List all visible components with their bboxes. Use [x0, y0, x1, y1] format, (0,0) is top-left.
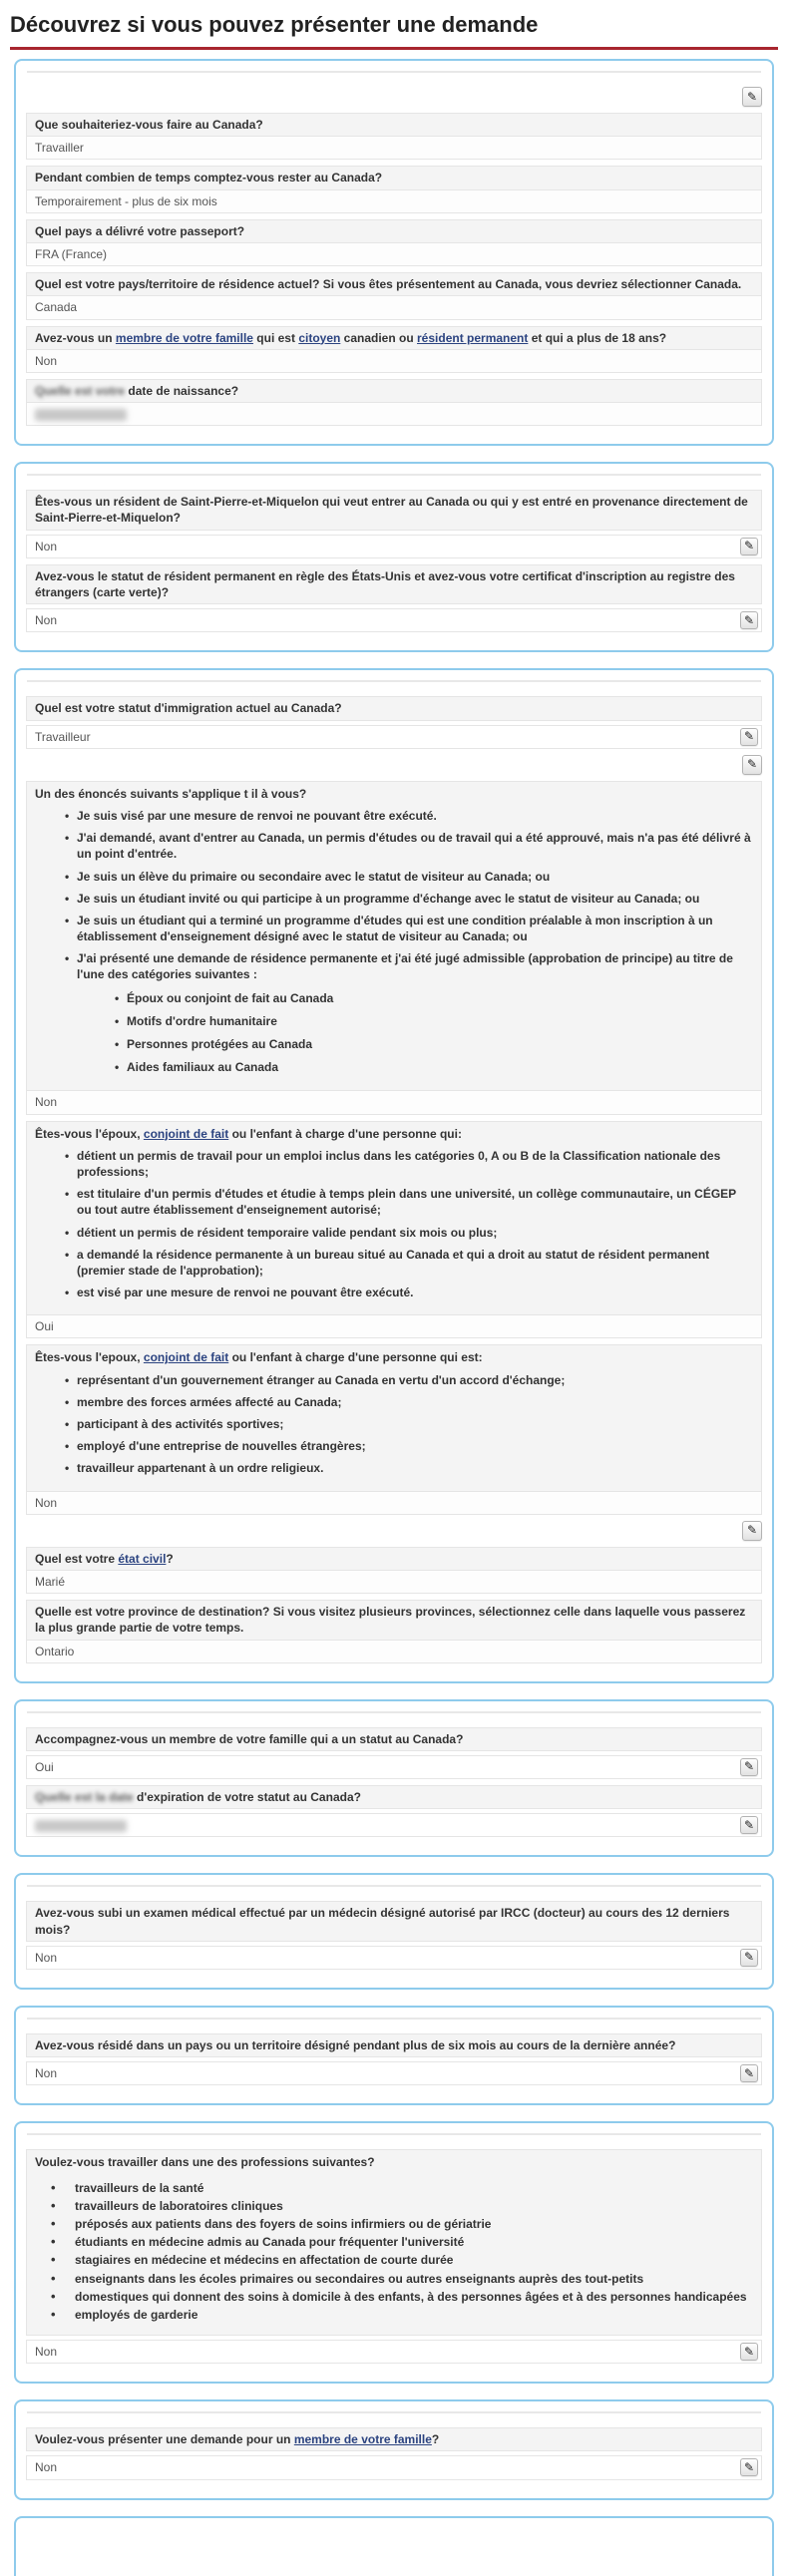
family-member-apply-link[interactable]: membre de votre famille	[293, 2432, 432, 2447]
qa-pair	[26, 326, 762, 373]
question-bullet: • Je suis un étudiant qui a terminé un programme d'études qui est une condition préalable à mon inscription à un établissement d'enseignement désigné avec le statut de visiteur au Canada; ou	[65, 913, 753, 944]
pencil-icon: ✎	[743, 612, 755, 627]
question-bullet: • stagiaires en médecine et médecins en affectation de courte durée	[51, 2252, 753, 2268]
qa-pair	[26, 1600, 762, 1663]
answer-value: Non	[35, 2460, 58, 2475]
question-bullet-list	[35, 2180, 753, 2324]
qa-pair	[26, 1344, 762, 1514]
answer-value: Non	[35, 613, 58, 628]
qa-pair	[26, 781, 762, 1115]
answer-row	[26, 1755, 762, 1779]
question-bullet: • Je suis un élève du primaire ou secondaire avec le statut de visiteur au Canada; ou	[65, 869, 753, 885]
edit-answer-button[interactable]	[740, 538, 758, 555]
answer-value: Non	[35, 539, 58, 553]
answer-value: Travailler	[26, 137, 762, 160]
page-title: Découvrez si vous pouvez présenter une demande	[10, 8, 778, 50]
question-fragment: Êtes-vous l'epoux,	[35, 1350, 144, 1365]
section-designated-country	[14, 2006, 774, 2105]
question-bullet-list	[35, 1372, 753, 1477]
answer-value: Temporairement - plus de six mois	[26, 190, 762, 213]
answer-value	[26, 403, 762, 426]
question-text	[26, 1785, 762, 1809]
qa-pair	[26, 564, 762, 633]
question-fragment: d'expiration de votre statut au Canada?	[133, 1790, 361, 1805]
answer-value: Oui	[26, 1315, 762, 1338]
question-bullet: • est visé par une mesure de renvoi ne pouvant être exécuté.	[65, 1285, 753, 1300]
question-fragment: Quel est votre	[35, 1551, 119, 1566]
common-law-partner-link[interactable]: conjoint de fait	[143, 1126, 229, 1141]
question-fragment: et qui a plus de 18 ans?	[528, 330, 667, 345]
question-text	[26, 1547, 762, 1571]
question-text	[26, 1121, 762, 1316]
question-text	[26, 2427, 762, 2451]
marital-status-link[interactable]: état civil	[118, 1551, 167, 1566]
edit-answer-button[interactable]	[740, 2343, 758, 2361]
qa-pair	[26, 1901, 762, 1970]
question-text: Que souhaiteriez-vous faire au Canada?	[26, 113, 762, 137]
section-divider	[27, 1711, 761, 1713]
pencil-icon: ✎	[743, 1950, 755, 1965]
answer-row	[26, 725, 762, 749]
question-fragment: Êtes-vous l'époux,	[35, 1126, 144, 1141]
answer-value: Travailleur	[35, 729, 91, 744]
edit-answer-button[interactable]	[740, 728, 758, 746]
family-member-link[interactable]: membre de votre famille	[115, 330, 253, 345]
answer-row	[26, 1946, 762, 1970]
question-bullet: • a demandé la résidence permanente à un bureau situé au Canada et qui a droit au statut de résident permanent (premier stade de l'approbation);	[65, 1247, 753, 1279]
question-sub-bullet: • Aides familiaux au Canada	[115, 1059, 753, 1075]
question-text: Avez-vous subi un examen médical effectué par un médecin désigné autorisé par IRCC (docteur) au cours des 12 derniers mois?	[26, 1901, 762, 1941]
question-fragment: ?	[431, 2432, 440, 2447]
section-professions	[14, 2121, 774, 2384]
question-bullet: • membre des forces armées affecté au Canada;	[65, 1394, 753, 1410]
section-divider	[27, 1885, 761, 1887]
qa-pair	[26, 166, 762, 212]
question-bullet: • détient un permis de résident temporaire valide pendant six mois ou plus;	[65, 1225, 753, 1241]
question-bullet: • représentant d'un gouvernement étranger au Canada en vertu d'un accord d'échange;	[65, 1372, 753, 1388]
answer-value: FRA (France)	[26, 243, 762, 266]
blurred-question-fragment: Quelle est la date	[35, 1790, 134, 1805]
question-text: Avez-vous résidé dans un pays ou un territoire désigné pendant plus de six mois au cours de la dernière année?	[26, 2033, 762, 2057]
answer-row	[26, 2455, 762, 2479]
answer-value: Non	[26, 1091, 762, 1114]
question-text: Pendant combien de temps comptez-vous rester au Canada?	[26, 166, 762, 189]
question-fragment: Avez-vous un	[35, 330, 116, 345]
section-divider	[27, 71, 761, 73]
pencil-icon: ✎	[743, 2344, 755, 2359]
edit-answers-button[interactable]	[742, 755, 762, 775]
edit-row	[26, 755, 762, 775]
edit-answer-button[interactable]	[740, 1816, 758, 1834]
qa-pair	[26, 1121, 762, 1339]
question-lead	[35, 1349, 753, 1365]
pencil-icon: ✎	[743, 2459, 755, 2474]
question-bullet: • employés de garderie	[51, 2307, 753, 2323]
question-text: Avez-vous le statut de résident permanent en règle des États-Unis et avez-vous votre certificat d'inscription au registre des étrangers (carte verte)?	[26, 564, 762, 604]
answer-row	[26, 2061, 762, 2085]
question-text: Quel est votre pays/territoire de résidence actuel? Si vous êtes présentement au Canada, vous devriez sélectionner Canada.	[26, 272, 762, 296]
question-text	[26, 2149, 762, 2336]
question-sub-bullet: • Motifs d'ordre humanitaire	[115, 1013, 753, 1029]
answer-value: Non	[35, 2345, 58, 2360]
question-fragment: ?	[166, 1551, 174, 1566]
redacted-answer	[35, 1820, 127, 1832]
question-fragment: Voulez-vous présenter une demande pour un	[35, 2432, 294, 2447]
question-bullet: • travailleurs de laboratoires cliniques	[51, 2198, 753, 2214]
section-divider	[27, 2133, 761, 2135]
question-lead: Un des énoncés suivants s'applique t il à vous?	[35, 786, 307, 801]
section-family-application	[14, 2399, 774, 2499]
edit-row	[26, 87, 762, 107]
qa-pair	[26, 2427, 762, 2479]
section-next-partial	[14, 2516, 774, 2576]
section-travel-details	[14, 59, 774, 446]
questionnaire-results	[0, 50, 788, 2576]
answer-row	[26, 608, 762, 632]
edit-answer-button[interactable]	[740, 1949, 758, 1967]
question-bullet: • préposés aux patients dans des foyers de soins infirmiers ou de gériatrie	[51, 2216, 753, 2232]
qa-pair	[26, 113, 762, 160]
answer-value: Marié	[26, 1571, 762, 1594]
question-bullet-text: J'ai présenté une demande de résidence permanente et j'ai été jugé admissible (approbation de principe) au titre de l'une des catégories suivantes :	[77, 951, 733, 982]
question-fragment: ou l'enfant à charge d'une personne qui:	[228, 1126, 462, 1141]
question-fragment: ou l'enfant à charge d'une personne qui est:	[228, 1350, 483, 1365]
edit-answers-button[interactable]	[742, 1521, 762, 1541]
question-bullet: • est titulaire d'un permis d'études et étudie à temps plein dans une université, un collège communautaire, un CÉGEP ou tout autre établissement d'enseignement autorisé;	[65, 1186, 753, 1218]
edit-answers-button[interactable]	[742, 87, 762, 107]
question-fragment: qui est	[252, 330, 299, 345]
question-bullet: • détient un permis de travail pour un emploi inclus dans les catégories 0, A ou B de la Classification nationale des professions;	[65, 1148, 753, 1180]
answer-value: Non	[35, 2066, 58, 2081]
question-text	[26, 326, 762, 350]
answer-value: Ontario	[26, 1641, 762, 1663]
qa-pair	[26, 1785, 762, 1837]
section-immigration-status	[14, 668, 774, 1682]
question-bullet: • étudiants en médecine admis au Canada pour fréquenter l'université	[51, 2234, 753, 2250]
question-fragment: canadien ou	[340, 330, 418, 345]
question-bullet: • Je suis un étudiant invité ou qui participe à un programme d'échange avec le statut de visiteur au Canada; ou	[65, 891, 753, 907]
question-sub-bullet-list	[77, 990, 753, 1076]
question-bullet: • travailleurs de la santé	[51, 2180, 753, 2196]
section-divider	[27, 2411, 761, 2413]
answer-value: Oui	[35, 1759, 54, 1774]
question-bullet: • J'ai demandé, avant d'entrer au Canada, un permis d'études ou de travail qui a été approuvé, mais n'a pas été délivré à un point d'entrée.	[65, 830, 753, 862]
question-bullet: • employé d'une entreprise de nouvelles étrangères;	[65, 1438, 753, 1454]
permanent-resident-link[interactable]: résident permanent	[417, 330, 529, 345]
section-divider	[27, 2018, 761, 2020]
question-text	[26, 379, 762, 403]
section-residence-status	[14, 462, 774, 652]
question-bullet-list	[35, 808, 753, 1075]
section-family-status	[14, 1699, 774, 1858]
question-bullet: • domestiques qui donnent des soins à domicile à des enfants, à des personnes âgées et à des personnes handicapées	[51, 2289, 753, 2305]
question-lead: Voulez-vous travailler dans une des professions suivantes?	[35, 2155, 375, 2170]
common-law-partner-link[interactable]: conjoint de fait	[143, 1350, 229, 1365]
question-text: Accompagnez-vous un membre de votre famille qui a un statut au Canada?	[26, 1727, 762, 1751]
question-text	[26, 781, 762, 1092]
qa-pair	[26, 379, 762, 426]
pencil-icon: ✎	[743, 539, 755, 553]
pencil-icon: ✎	[746, 1523, 758, 1538]
qa-pair	[26, 1727, 762, 1779]
question-text	[26, 1344, 762, 1491]
pencil-icon: ✎	[746, 757, 758, 772]
redacted-answer	[35, 409, 127, 421]
question-fragment: date de naissance?	[125, 383, 239, 398]
qa-pair	[26, 272, 762, 319]
question-lead	[35, 1126, 753, 1142]
answer-value: Canada	[26, 296, 762, 319]
answer-value: Non	[26, 1492, 762, 1515]
edit-answer-button[interactable]	[740, 2458, 758, 2476]
edit-answer-button[interactable]	[740, 2064, 758, 2082]
section-divider	[27, 680, 761, 682]
question-text: Quel pays a délivré votre passeport?	[26, 219, 762, 243]
citizen-link[interactable]: citoyen	[298, 330, 341, 345]
qa-pair	[26, 490, 762, 558]
question-bullet: • travailleur appartenant à un ordre religieux.	[65, 1460, 753, 1476]
question-sub-bullet: • Époux ou conjoint de fait au Canada	[115, 990, 753, 1006]
question-text: Quel est votre statut d'immigration actuel au Canada?	[26, 696, 762, 720]
pencil-icon: ✎	[743, 2065, 755, 2080]
question-bullet	[65, 950, 753, 1075]
pencil-icon: ✎	[743, 729, 755, 744]
question-bullet: • enseignants dans les écoles primaires ou secondaires ou autres enseignants auprès des tout-petits	[51, 2271, 753, 2287]
pencil-icon: ✎	[743, 1817, 755, 1832]
question-bullet-list	[35, 1148, 753, 1301]
section-divider	[27, 474, 761, 476]
pencil-icon: ✎	[743, 1759, 755, 1774]
qa-pair	[26, 696, 762, 748]
answer-row	[26, 535, 762, 558]
pencil-icon: ✎	[746, 89, 758, 104]
question-sub-bullet: • Personnes protégées au Canada	[115, 1036, 753, 1052]
qa-pair	[26, 219, 762, 266]
qa-pair	[26, 1547, 762, 1594]
qa-pair	[26, 2149, 762, 2364]
qa-pair	[26, 2033, 762, 2085]
answer-value: Non	[35, 1950, 58, 1965]
answer-row	[26, 1813, 762, 1837]
question-bullet: • Je suis visé par une mesure de renvoi ne pouvant être exécuté.	[65, 808, 753, 824]
edit-answer-button[interactable]	[740, 1758, 758, 1776]
question-text: Quelle est votre province de destination? Si vous visitez plusieurs provinces, sélectionnez celle dans laquelle vous passerez la plus grande partie de votre temps.	[26, 1600, 762, 1640]
blurred-question-fragment: Quelle est votre	[35, 383, 126, 398]
answer-value: Non	[26, 350, 762, 373]
question-text: Êtes-vous un résident de Saint-Pierre-et-Miquelon qui veut entrer au Canada ou qui y est entré en provenance directement de Saint-Pierre-et-Miquelon?	[26, 490, 762, 530]
answer-row	[26, 2340, 762, 2364]
edit-row	[26, 1521, 762, 1541]
question-bullet: • participant à des activités sportives;	[65, 1416, 753, 1432]
edit-answer-button[interactable]	[740, 611, 758, 629]
